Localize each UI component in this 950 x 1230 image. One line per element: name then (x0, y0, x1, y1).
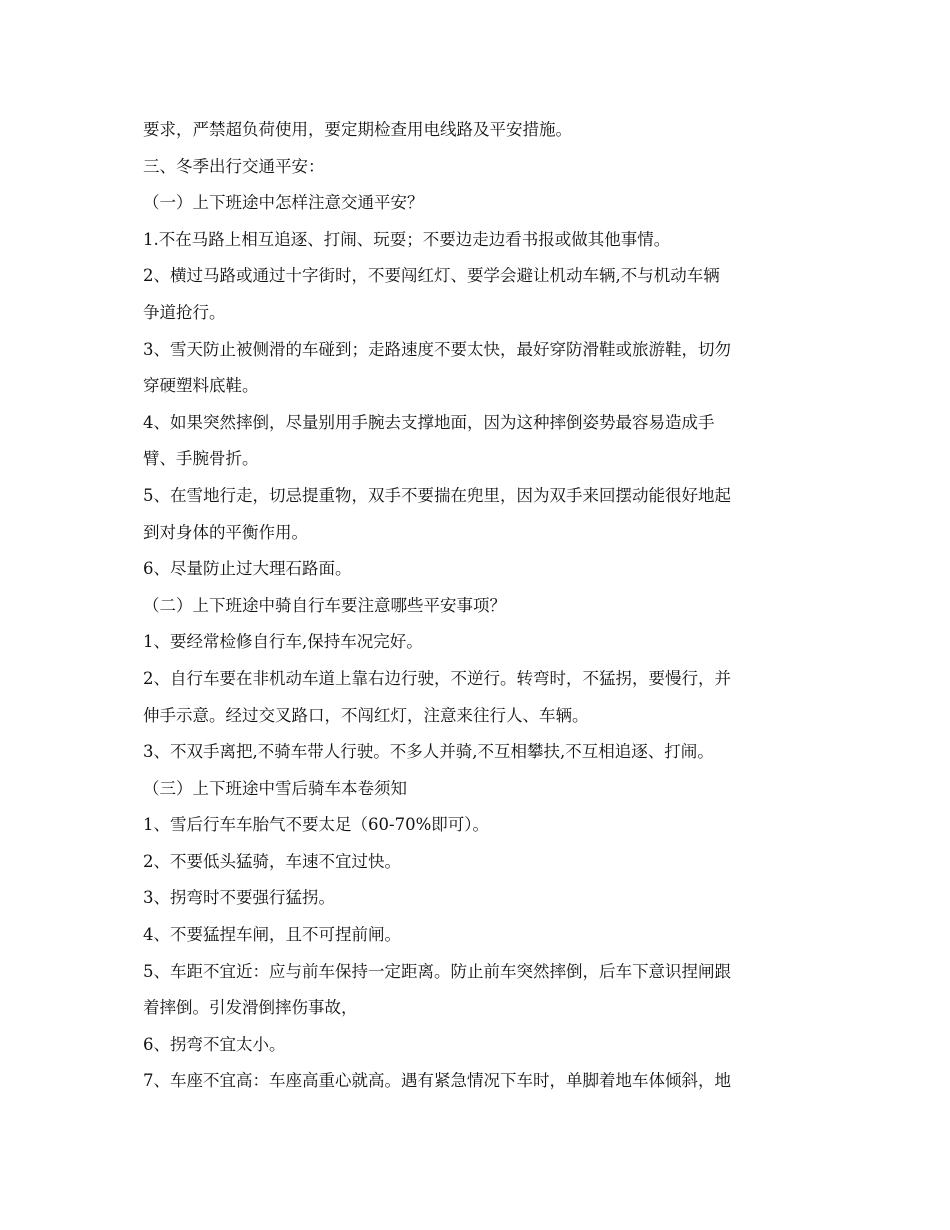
text-line: 穿硬塑料底鞋。 (143, 376, 259, 396)
subsection-heading: （一）上下班途中怎样注意交通平安？ (143, 193, 424, 213)
text-line: 3、不双手离把,不骑车带人行驶。不多人并骑,不互相攀扶,不互相追逐、打闹。 (143, 742, 714, 762)
text-line: 争道抢行。 (143, 302, 226, 322)
document-body (143, 112, 808, 1100)
text-line: 6、拐弯不宜太小。 (143, 1034, 286, 1054)
text-line: 2、不要低头猛骑，车速不宜过快。 (143, 851, 401, 871)
text-line: 要求，严禁超负荷使用，要定期检查用电线路及平安措施。 (143, 120, 572, 139)
text-line: 臂、手腕骨折。 (143, 449, 259, 469)
text-line: 4、不要猛捏车闸，且不可捏前闸。 (143, 925, 401, 945)
text-line: 着摔倒。引发滑倒摔伤事故， (143, 998, 358, 1018)
text-line: 1.不在马路上相互追逐、打闹、玩耍；不要边走边看书报或做其他事情。 (143, 229, 671, 249)
text-line: 到对身体的平衡作用。 (143, 522, 308, 542)
subsection-heading: （三）上下班途中雪后骑车本卷须知 (143, 778, 407, 798)
text-line: 1、雪后行车车胎气不要太足（60-70%即可）。 (143, 815, 489, 835)
text-line: 2、自行车要在非机动车道上靠右边行驶，不逆行。转弯时，不猛拐，要慢行，并 (143, 668, 731, 688)
section-heading: 三、冬季出行交通平安： (143, 156, 325, 176)
subsection-heading: （二）上下班途中骑自行车要注意哪些平安事项？ (143, 595, 506, 615)
text-line: 3、雪天防止被侧滑的车碰到；走路速度不要太快，最好穿防滑鞋或旅游鞋，切勿 (143, 339, 731, 359)
text-line: 5、车距不宜近：应与前车保持一定距离。防止前车突然摔倒，后车下意识捏闸跟 (143, 961, 731, 981)
text-line: 1、要经常检修自行车,保持车况完好。 (143, 632, 423, 652)
text-line: 4、如果突然摔倒，尽量别用手腕去支撑地面，因为这种摔倒姿势最容易造成手 (143, 412, 715, 432)
text-line: 伸手示意。经过交叉路口，不闯红灯，注意来往行人、车辆。 (143, 705, 589, 725)
text-line: 7、车座不宜高：车座高重心就高。遇有紧急情况下车时，单脚着地车体倾斜，地 (143, 1071, 731, 1091)
text-line: 5、在雪地行走，切忌提重物，双手不要揣在兜里，因为双手来回摆动能很好地起 (143, 485, 731, 505)
text-line: 6、尽量防止过大理石路面。 (143, 559, 352, 579)
text-line: 2、横过马路或通过十字街时，不要闯红灯、要学会避让机动车辆,不与机动车辆 (143, 266, 720, 286)
text-line: 3、拐弯时不要强行猛拐。 (143, 888, 335, 908)
